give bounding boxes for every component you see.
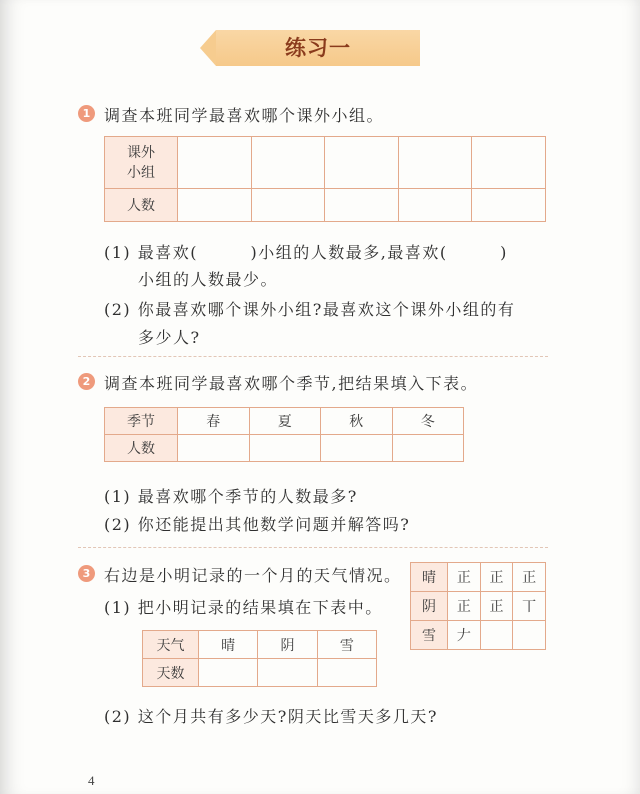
q3-table-weather-sunny: 晴	[199, 631, 258, 659]
q1-table-cell[interactable]	[472, 137, 546, 189]
tally-mark: 𠂇	[448, 621, 481, 650]
question-3-number: 3	[78, 565, 95, 582]
q3-table-header-days: 天数	[143, 659, 199, 687]
q3-table-cell[interactable]	[317, 659, 376, 687]
q3-table-weather-cloudy: 阴	[258, 631, 317, 659]
q1-table-cell[interactable]	[178, 189, 252, 222]
q1-table-cell[interactable]	[398, 189, 472, 222]
q3-table-weather-snow: 雪	[317, 631, 376, 659]
q2-table-cell[interactable]	[249, 435, 321, 462]
tally-mark: 丅	[513, 592, 546, 621]
q3-table	[142, 630, 377, 687]
tally-mark: 正	[448, 592, 481, 621]
tally-label-sunny: 晴	[411, 563, 448, 592]
title-banner	[200, 30, 420, 66]
tally-table	[410, 562, 546, 650]
separator	[78, 547, 548, 548]
q3-table-cell[interactable]	[199, 659, 258, 687]
q1-table-cell[interactable]	[398, 137, 472, 189]
q1-table	[104, 136, 546, 222]
question-1-text: 调查本班同学最喜欢哪个课外小组。	[104, 106, 385, 125]
question-2-text: 调查本班同学最喜欢哪个季节,把结果填入下表。	[104, 374, 479, 393]
page-title: 练习一	[285, 35, 351, 60]
tally-label-cloudy: 阴	[411, 592, 448, 621]
q1-table-cell[interactable]	[325, 137, 399, 189]
tally-mark: 正	[448, 563, 481, 592]
tally-mark: 正	[480, 563, 513, 592]
tally-mark: 正	[513, 563, 546, 592]
q3-table-header-weather: 天气	[143, 631, 199, 659]
q2-table-cell[interactable]	[321, 435, 393, 462]
q1-table-header-count: 人数	[105, 189, 178, 222]
q2-table-header-season: 季节	[105, 408, 178, 435]
tally-mark	[513, 621, 546, 650]
page-number: 4	[88, 773, 95, 788]
q2-table-season-autumn: 秋	[321, 408, 393, 435]
separator	[78, 356, 548, 357]
q2-table-season-summer: 夏	[249, 408, 321, 435]
q1-sub1-line2: 小组的人数最少。	[138, 270, 279, 289]
tally-mark	[480, 621, 513, 650]
q3-sub1: (1) 把小明记录的结果填在下表中。	[104, 598, 383, 617]
question-1-number: 1	[78, 105, 95, 122]
q3-table-cell[interactable]	[258, 659, 317, 687]
q1-table-cell[interactable]	[178, 137, 252, 189]
q2-sub2: (2) 你还能提出其他数学问题并解答吗?	[104, 515, 411, 534]
q2-table-season-winter: 冬	[392, 408, 464, 435]
q2-table-cell[interactable]	[178, 435, 250, 462]
q1-table-cell[interactable]	[251, 137, 325, 189]
banner-notch	[200, 30, 216, 66]
q2-sub1: (1) 最喜欢哪个季节的人数最多?	[104, 487, 358, 506]
q1-table-header-group-a: 课外	[127, 144, 155, 161]
question-3-text: 右边是小明记录的一个月的天气情况。	[104, 566, 402, 585]
q2-table	[104, 407, 464, 462]
q2-table-cell[interactable]	[392, 435, 464, 462]
q1-table-cell[interactable]	[472, 189, 546, 222]
q1-sub2-line2: 多少人?	[138, 328, 201, 347]
q1-table-cell[interactable]	[325, 189, 399, 222]
q2-table-header-count: 人数	[105, 435, 178, 462]
tally-mark: 正	[480, 592, 513, 621]
q1-sub2-line1: (2) 你最喜欢哪个课外小组?最喜欢这个课外小组的有	[104, 300, 516, 319]
tally-label-snow: 雪	[411, 621, 448, 650]
q2-table-season-spring: 春	[178, 408, 250, 435]
q1-table-header-group-b: 小组	[127, 164, 155, 181]
question-2-number: 2	[78, 373, 95, 390]
q1-table-header-group	[105, 137, 178, 189]
q1-table-cell[interactable]	[251, 189, 325, 222]
q3-sub2: (2) 这个月共有多少天?阴天比雪天多几天?	[104, 707, 438, 726]
q1-sub1-line1: (1) 最喜欢( )小组的人数最多,最喜欢( )	[104, 243, 508, 262]
